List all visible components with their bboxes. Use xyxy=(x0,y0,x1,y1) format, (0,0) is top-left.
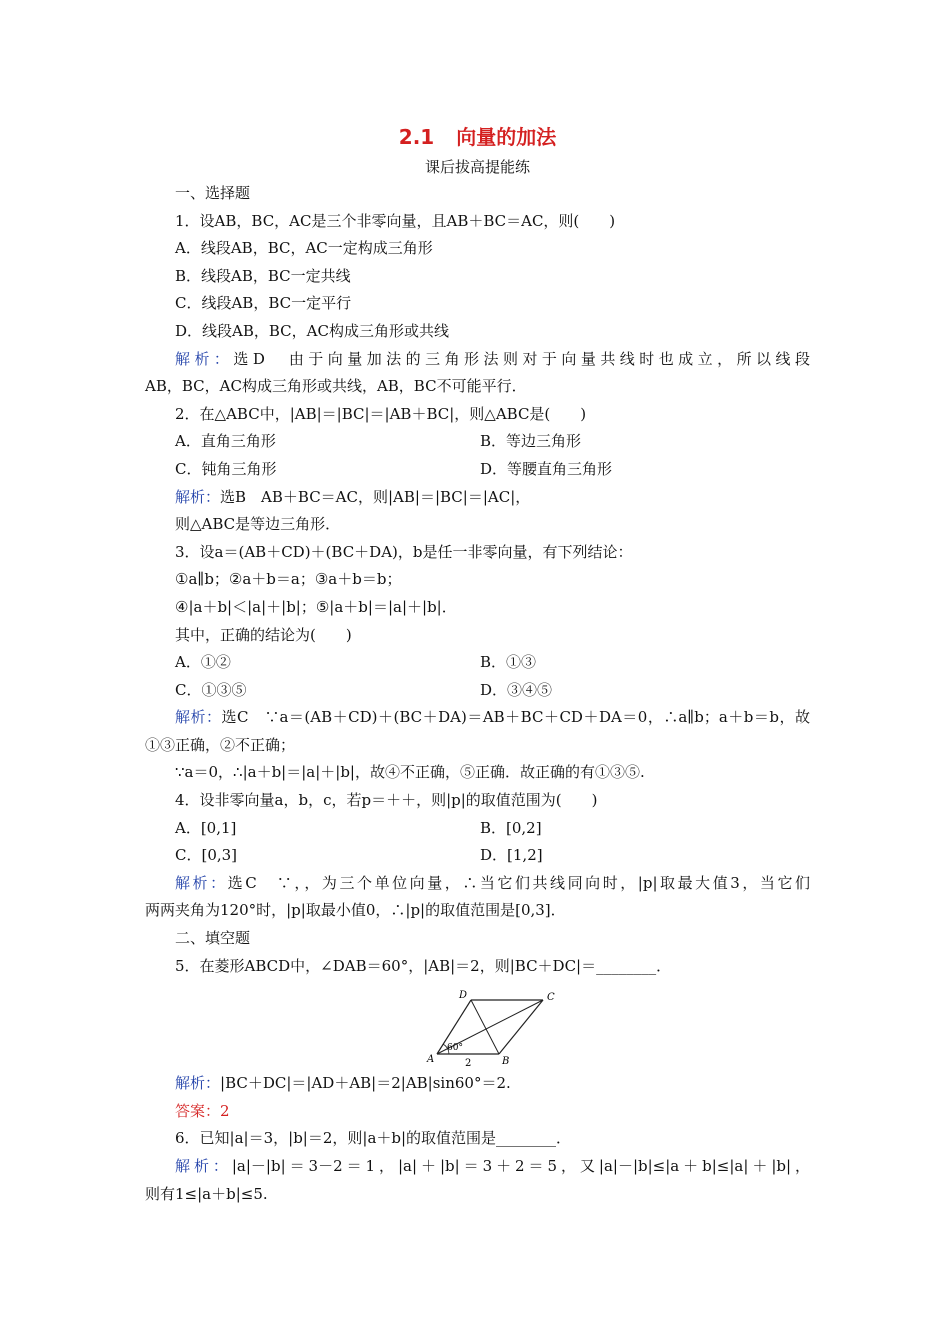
q6-stem: 6．已知|a|＝3，|b|＝2，则|a＋b|的取值范围是________． xyxy=(175,1129,572,1148)
q4-option-b: B．[0,2] xyxy=(480,818,542,837)
q1-option-b: B．线段AB，BC一定共线 xyxy=(175,266,351,285)
q3-option-a: A．①② xyxy=(175,653,231,672)
q3-option-b: B．①③ xyxy=(480,653,537,672)
q2-solution-label: 解析： xyxy=(175,487,221,506)
q3-solution-line-3: ∵a＝0，∴|a＋b|＝|a|＋|b|，故④不正确，⑤正确．故正确的有①③⑤. xyxy=(175,763,645,782)
q1-solution-line-1: 解析：选D 由于向量加法的三角形法则对于向量共线时也成立，所以线段 xyxy=(175,349,810,368)
q2-solution-line-2: 则△ABC是等边三角形． xyxy=(175,515,341,534)
q2-solution-line-1: 解析：选B AB＋BC＝AC，则|AB|＝|BC|＝|AC|， xyxy=(175,487,531,506)
q4-solution-line-2: 两两夹角为120°时，|p|取最小值0，∴|p|的取值范围是[0,3]． xyxy=(145,901,566,920)
q3-ask: 其中，正确的结论为( ) xyxy=(175,625,352,644)
page-title xyxy=(145,120,810,154)
q6-solution-line-1: 解析：|a|－|b|＝3－2＝1，|a|＋|b|＝3＋2＝5，又|a|－|b|≤|a＋b|≤|a|＋|b|， xyxy=(175,1157,810,1175)
q6-solution-label: 解析： xyxy=(175,1157,232,1175)
q5-solution: 解析：|BC＋DC|＝|AD＋AB|＝2|AB|sin60°＝2. xyxy=(175,1074,511,1093)
q2-option-b: B．等边三角形 xyxy=(480,432,582,451)
q2-options-row-1 xyxy=(145,428,810,456)
q5-solution-label: 解析： xyxy=(175,1074,221,1093)
q2-option-a: A．直角三角形 xyxy=(175,432,276,451)
q5-answer-label: 答案： xyxy=(175,1101,221,1120)
q3-options-row-2 xyxy=(145,677,810,705)
angle-label: 60° xyxy=(447,1043,463,1054)
q1-solution-line-2: AB，BC，AC构成三角形或共线，AB，BC不可能平行． xyxy=(145,377,527,396)
q4-option-a: A．[0,1] xyxy=(175,818,237,837)
part-heading-choice: 一、选择题 xyxy=(175,184,251,202)
q3-items-1: ①a∥b；②a＋b＝a；③a＋b＝b； xyxy=(175,570,402,589)
rhombus-figure xyxy=(145,980,810,1070)
q1-option-c: C．线段AB，BC一定平行 xyxy=(175,294,352,313)
q1-stem: 1．设AB，BC，AC是三个非零向量，且AB＋BC＝AC，则( ) xyxy=(175,211,616,230)
part-heading-fill: 二、填空题 xyxy=(175,929,251,948)
q4-option-c: C．[0,3] xyxy=(175,846,238,865)
q3-solution-line-1: 解析：选C ∵a＝(AB＋CD)＋(BC＋DA)＝AB＋BC＋CD＋DA＝0，∴a∥b；a＋b＝b，故 xyxy=(175,708,810,727)
q4-solution-line-1: 解析：选C ∵，，为三个单位向量，∴当它们共线同向时，|p|取最大值3，当它们 xyxy=(175,873,810,892)
label-c: C xyxy=(547,992,555,1004)
q3-option-d: D．③④⑤ xyxy=(480,680,553,699)
q4-options-row-2 xyxy=(145,842,810,870)
q3-stem: 3．设a＝(AB＋CD)＋(BC＋DA)，b是任一非零向量，有下列结论： xyxy=(175,542,633,561)
q3-solution-label: 解析： xyxy=(175,708,222,727)
document-page xyxy=(145,120,810,1208)
q1-option-d: D．线段AB，BC，AC构成三角形或共线 xyxy=(175,321,449,340)
q2-options-row-2 xyxy=(145,456,810,484)
q3-option-c: C．①③⑤ xyxy=(175,680,247,699)
label-d: D xyxy=(459,990,468,1002)
q1-option-a: A．线段AB，BC，AC一定构成三角形 xyxy=(175,239,433,258)
q5-answer xyxy=(145,1098,810,1126)
q2-option-d: D．等腰直角三角形 xyxy=(480,459,613,478)
q3-options-row-1 xyxy=(145,649,810,677)
section-number: 2.1 xyxy=(398,125,435,149)
rhombus-diagram xyxy=(425,986,565,1066)
q5-stem: 5．在菱形ABCD中，∠DAB＝60°，|AB|＝2，则|BC＋DC|＝________． xyxy=(175,956,672,975)
q4-stem: 4．设非零向量a，b，c，若p＝＋＋，则|p|的取值范围为( ) xyxy=(175,791,598,810)
side-label: 2 xyxy=(465,1058,472,1067)
q4-option-d: D．[1,2] xyxy=(480,846,543,865)
q2-option-c: C．钝角三角形 xyxy=(175,459,277,478)
side-bc xyxy=(499,1000,543,1054)
q4-options-row-1 xyxy=(145,815,810,843)
page-subtitle: 课后拔高提能练 xyxy=(424,158,530,176)
q3-solution-line-2: ①③正确，②不正确； xyxy=(145,735,296,754)
label-a: A xyxy=(427,1054,435,1066)
q5-answer-value: 2 xyxy=(220,1101,230,1120)
q4-solution-label: 解析： xyxy=(175,873,228,892)
q1-solution-label: 解析： xyxy=(175,349,234,368)
label-b: B xyxy=(502,1056,510,1067)
section-name: 向量的加法 xyxy=(456,125,557,149)
q2-stem: 2．在△ABC中，|AB|＝|BC|＝|AB＋BC|，则△ABC是( ) xyxy=(175,404,587,423)
q6-solution-line-2: 则有1≤|a＋b|≤5. xyxy=(145,1184,268,1203)
diagonal-bd xyxy=(471,1000,499,1054)
q3-items-2: ④|a＋b|＜|a|＋|b|；⑤|a＋b|＝|a|＋|b|． xyxy=(175,597,457,616)
